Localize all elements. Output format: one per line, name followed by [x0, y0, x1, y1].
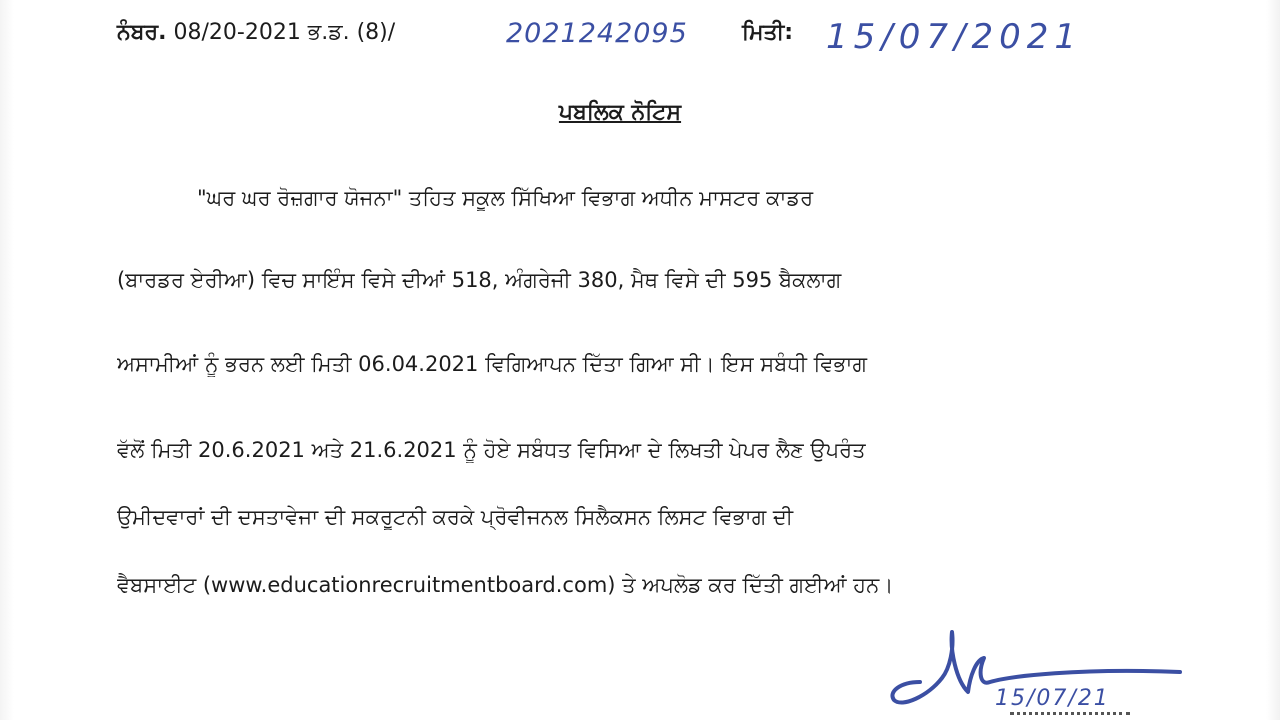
number-label: ਨੰਬਰ.: [117, 20, 167, 45]
reference-number: [117, 20, 395, 45]
body-line: ਵੈਬਸਾਈਟ (www.educationrecruitmentboard.com) ਤੇ ਅਪਲੋਡ ਕਰ ਦਿੱਤੀ ਗਈਆਂ ਹਨ।: [117, 573, 894, 597]
date-label: ਮਿਤੀ:: [742, 20, 794, 45]
body-line: ਵੱਲੋਂ ਮਿਤੀ 20.6.2021 ਅਤੇ 21.6.2021 ਨੂੰ ਹੋਏ ਸਬੰਧਤ ਵਿਸਿਆ ਦੇ ਲਿਖਤੀ ਪੇਪਰ ਲੈਣ ਉਪਰੰਤ: [117, 438, 866, 462]
body-line: ਅਸਾਮੀਆਂ ਨੂੰ ਭਰਨ ਲਈ ਮਿਤੀ 06.04.2021 ਵਿਗਿਆਪਨ ਦਿੱਤਾ ਗਿਆ ਸੀ। ਇਸ ਸਬੰਧੀ ਵਿਭਾਗ: [117, 352, 868, 376]
number-value: 08/20-2021 ਭ.ਡ. (8)/: [173, 20, 396, 45]
handwritten-reference: 2021242095: [506, 18, 688, 49]
signature-divider: [1010, 712, 1130, 723]
notice-title: ਪਬਲਿਕ ਨੋਟਿਸ: [558, 100, 682, 125]
signature-date: 15/07/21: [995, 686, 1110, 711]
body-line: "ਘਰ ਘਰ ਰੋਜ਼ਗਾਰ ਯੋਜਨਾ" ਤਹਿਤ ਸਕੂਲ ਸਿੱਖਿਆ ਵਿਭਾਗ ਅਧੀਨ ਮਾਸਟਰ ਕਾਡਰ: [197, 186, 814, 210]
body-line: ਉਮੀਦਵਾਰਾਂ ਦੀ ਦਸਤਾਵੇਜਾ ਦੀ ਸਕਰੂਟਨੀ ਕਰਕੇ ਪ੍ਰੋਵੀਜਨਲ ਸਿਲੈਕਸਨ ਲਿਸਟ ਵਿਭਾਗ ਦੀ: [117, 505, 794, 529]
body-line: (ਬਾਰਡਰ ਏਰੀਆ) ਵਿਚ ਸਾਇੰਸ ਵਿਸੇ ਦੀਆਂ 518, ਅੰਗਰੇਜੀ 380, ਮੈਥ ਵਿਸੇ ਦੀ 595 ਬੈਕਲਾਗ: [117, 268, 842, 292]
handwritten-date: 15/07/2021: [826, 17, 1082, 57]
